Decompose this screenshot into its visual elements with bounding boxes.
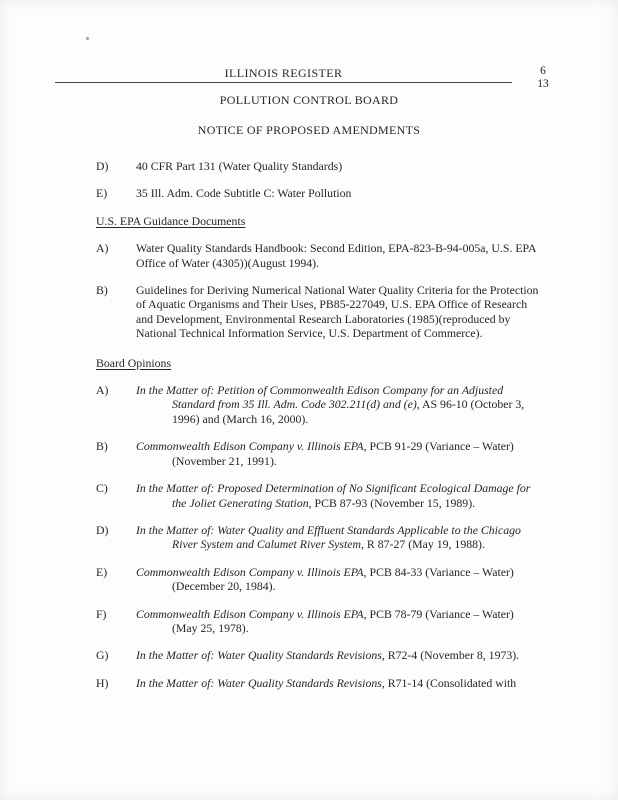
case-citation: , R72-4 (November 8, 1973). — [381, 648, 520, 663]
item-label: C) — [96, 481, 108, 496]
list-item — [96, 283, 542, 341]
notice-title: NOTICE OF PROPOSED AMENDMENTS — [197, 123, 421, 137]
case-citation: , PCB 84-33 (Variance – Water) (December 20, 1984). — [172, 564, 514, 594]
list-item — [96, 186, 542, 200]
item-text — [136, 565, 542, 594]
register-title: ILLINOIS REGISTER — [224, 66, 343, 80]
board-title: POLLUTION CONTROL BOARD — [219, 93, 399, 107]
item-text — [136, 523, 542, 552]
board-opinion-item — [96, 481, 542, 510]
page-header — [55, 65, 560, 90]
item-label: D) — [96, 159, 109, 173]
header-rule — [55, 66, 512, 83]
item-text — [136, 439, 542, 468]
list-item — [96, 241, 542, 270]
item-text — [136, 481, 542, 510]
item-label: F) — [96, 606, 107, 621]
item-label: G) — [96, 648, 109, 663]
case-citation: , PCB 87-93 (November 15, 1989). — [308, 495, 476, 510]
case-title: Commonwealth Edison Company v. Illinois EPA — [136, 606, 364, 621]
case-title: Commonwealth Edison Company v. Illinois EPA — [136, 439, 364, 454]
item-text: Water Quality Standards Handbook: Second Edition, EPA-823-B-94-005a, U.S. EPA Office of Water (4305))(August 1994). — [136, 241, 536, 270]
case-title: Commonwealth Edison Company v. Illinois EPA — [136, 564, 364, 579]
item-text: 35 Ill. Adm. Code Subtitle C: Water Pollution — [136, 186, 352, 201]
board-opinion-item — [96, 648, 542, 662]
board-opinion-item — [96, 607, 542, 636]
item-label: E) — [96, 186, 108, 201]
item-label: B) — [96, 439, 108, 454]
board-opinion-item — [96, 439, 542, 468]
list-item — [96, 159, 542, 173]
case-citation: , PCB 78-79 (Variance – Water) (May 25, 1978). — [172, 606, 514, 635]
item-label: E) — [96, 564, 108, 579]
scan-artifact-dot — [86, 37, 89, 40]
board-opinion-item — [96, 565, 542, 594]
item-label: D) — [96, 522, 109, 537]
board-opinion-item — [96, 676, 542, 690]
case-citation: , PCB 91-29 (Variance – Water) (November 21, 1991). — [172, 439, 514, 468]
case-title: In the Matter of: Water Quality Standards Revisions — [136, 648, 382, 663]
section-heading-epa-guidance: U.S. EPA Guidance Documents — [96, 213, 246, 228]
item-text: 40 CFR Part 131 (Water Quality Standards) — [136, 159, 343, 173]
item-text — [136, 383, 542, 426]
item-label: B) — [96, 283, 108, 298]
section-heading-board-opinions: Board Opinions — [96, 355, 172, 370]
document-body — [96, 159, 542, 690]
case-title: In the Matter of: Water Quality and Effluent Standards Applicable to the Chicago River System and Calumet River System — [136, 522, 521, 552]
item-label: A) — [96, 383, 109, 398]
case-title: In the Matter of: Petition of Commonwealth Edison Company for an Adjusted Standard from 35 Ill. Adm. Code 302.211(d) and (e) — [136, 383, 504, 412]
board-opinion-item — [96, 383, 542, 426]
page-number-top: 6 — [540, 65, 546, 77]
case-citation: , R71-14 (Consolidated with — [381, 675, 517, 690]
board-opinion-item — [96, 523, 542, 552]
item-label: A) — [96, 241, 109, 256]
item-text — [136, 607, 542, 636]
case-citation: , R 87-27 (May 19, 1988). — [361, 537, 485, 552]
item-text — [136, 676, 542, 690]
case-title: In the Matter of: Proposed Determination of No Significant Ecological Damage for the Joliet Generating Station — [136, 481, 531, 510]
item-text: Guidelines for Deriving Numerical National Water Quality Criteria for the Protection of Aquatic Organisms and Their Uses, PB85-227049, U.S. EPA Office of Research and Development, Environmental Research Laboratories (1985)(reproduced by National Technical Information Service, U.S. Department of Commerce). — [136, 283, 539, 341]
case-title: In the Matter of: Water Quality Standards Revisions — [136, 675, 382, 690]
item-label: H) — [96, 675, 109, 690]
page-number-bottom: 13 — [537, 78, 549, 90]
item-text — [136, 648, 542, 662]
page-numbers — [528, 65, 558, 91]
case-citation: , AS 96-10 (October 3, 1996) and (March 16, 2000). — [172, 397, 525, 426]
